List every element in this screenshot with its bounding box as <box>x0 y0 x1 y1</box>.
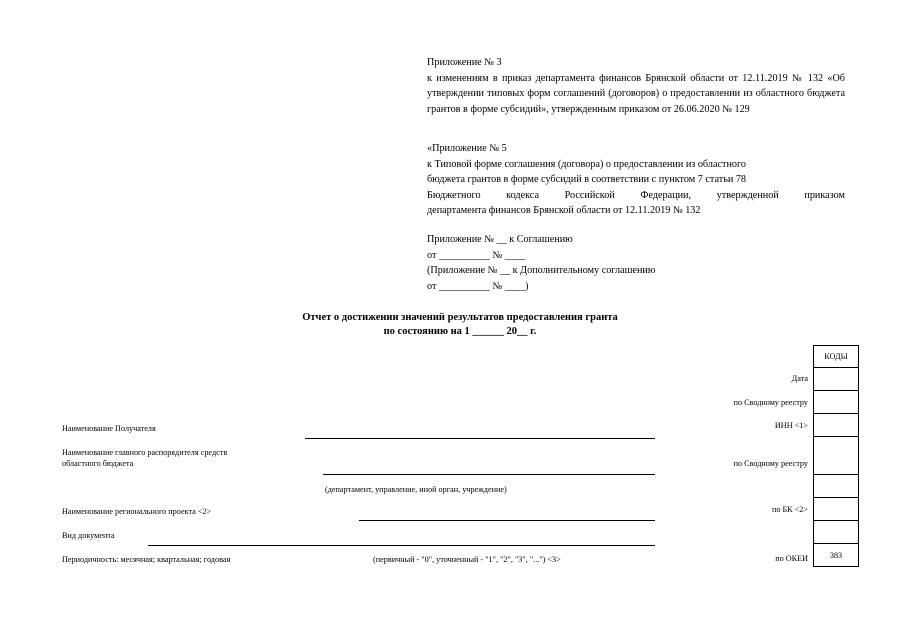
empty-code-cell[interactable] <box>814 475 859 498</box>
bk-code-cell[interactable] <box>814 498 859 521</box>
appendix-5-line: департамента финансов Брянской области от 12.11.2019 № 132 <box>427 205 701 216</box>
appendix-5 <box>427 141 845 219</box>
recipient-label: Наименование Получателя <box>62 424 156 433</box>
inn-label: ИНН <1> <box>774 421 808 430</box>
dept-note: (департамент, управление, иной орган, учреждение) <box>325 485 507 494</box>
report-title: Отчет о достижении значений результатов предоставления гранта <box>302 312 618 323</box>
appendix-3 <box>427 55 845 117</box>
doc-type-line[interactable] <box>148 545 655 546</box>
appendix-5-line: к Типовой форме соглашения (договора) о предоставлении из областного <box>427 158 747 170</box>
agreement-reference <box>427 232 845 294</box>
appendix-5-line: бюджета грантов в форме субсидий в соответствии с пунктом 7 статьи 78 <box>427 174 747 185</box>
agreement-line: Приложение № __ к Соглашению <box>427 234 573 245</box>
agreement-line: (Приложение № __ к Дополнительному соглашению <box>427 265 656 276</box>
appendix-5-title: «Приложение № 5 <box>427 143 507 154</box>
agreement-line: от __________ № ____) <box>427 280 529 292</box>
chief-admin-label: Наименование главного распорядителя средств <box>62 448 228 457</box>
appendix-5-line: Бюджетного кодекса Российской Федерации, утвержденной приказом <box>427 189 845 201</box>
agreement-line: от __________ № ____ <box>427 249 526 261</box>
registry-label: по Сводному реестру <box>733 398 808 407</box>
chief-admin-label-2: областного бюджета <box>62 459 134 468</box>
date-label: Дата <box>791 374 808 383</box>
appendix-3-title: Приложение № 3 <box>427 57 502 68</box>
okei-code-cell: 383 <box>814 544 859 567</box>
inn-code-cell[interactable] <box>814 414 859 437</box>
codes-header: КОДЫ <box>814 346 859 368</box>
regional-project-line[interactable] <box>359 520 655 521</box>
report-subtitle: по состоянию на 1 ______ 20__ г. <box>383 326 537 337</box>
report-heading <box>180 311 740 339</box>
empty-code-cell-2[interactable] <box>814 521 859 544</box>
periodicity-label: Периодичность: месячная; квартальная; годовая <box>62 555 231 564</box>
date-code-cell[interactable] <box>814 368 859 391</box>
bk-label: по БК <2> <box>771 505 808 514</box>
doc-type-note: (первичный - "0", уточненный - "1", "2", "3", "...") <3> <box>373 555 561 564</box>
registry-label-2: по Сводному реестру <box>733 459 808 468</box>
recipient-line[interactable] <box>305 438 655 439</box>
chief-admin-line[interactable] <box>323 474 655 475</box>
okei-label: по ОКЕИ <box>775 554 808 563</box>
codes-table <box>813 345 859 567</box>
registry-code-cell-2[interactable] <box>814 437 859 475</box>
regional-project-label: Наименование регионального проекта <2> <box>62 507 212 516</box>
appendix-3-text: к изменениям в приказ департамента финансов Брянской области от 12.11.2019 № 132 «Об утверждении типовых форм соглашений (договоров) о предоставлении из областного бюджета грантов в форме субсидий», утвержденным приказом от 26.06.2020 № 129 <box>427 72 845 115</box>
doc-type-label: Вид документа <box>62 531 115 540</box>
registry-code-cell[interactable] <box>814 391 859 414</box>
